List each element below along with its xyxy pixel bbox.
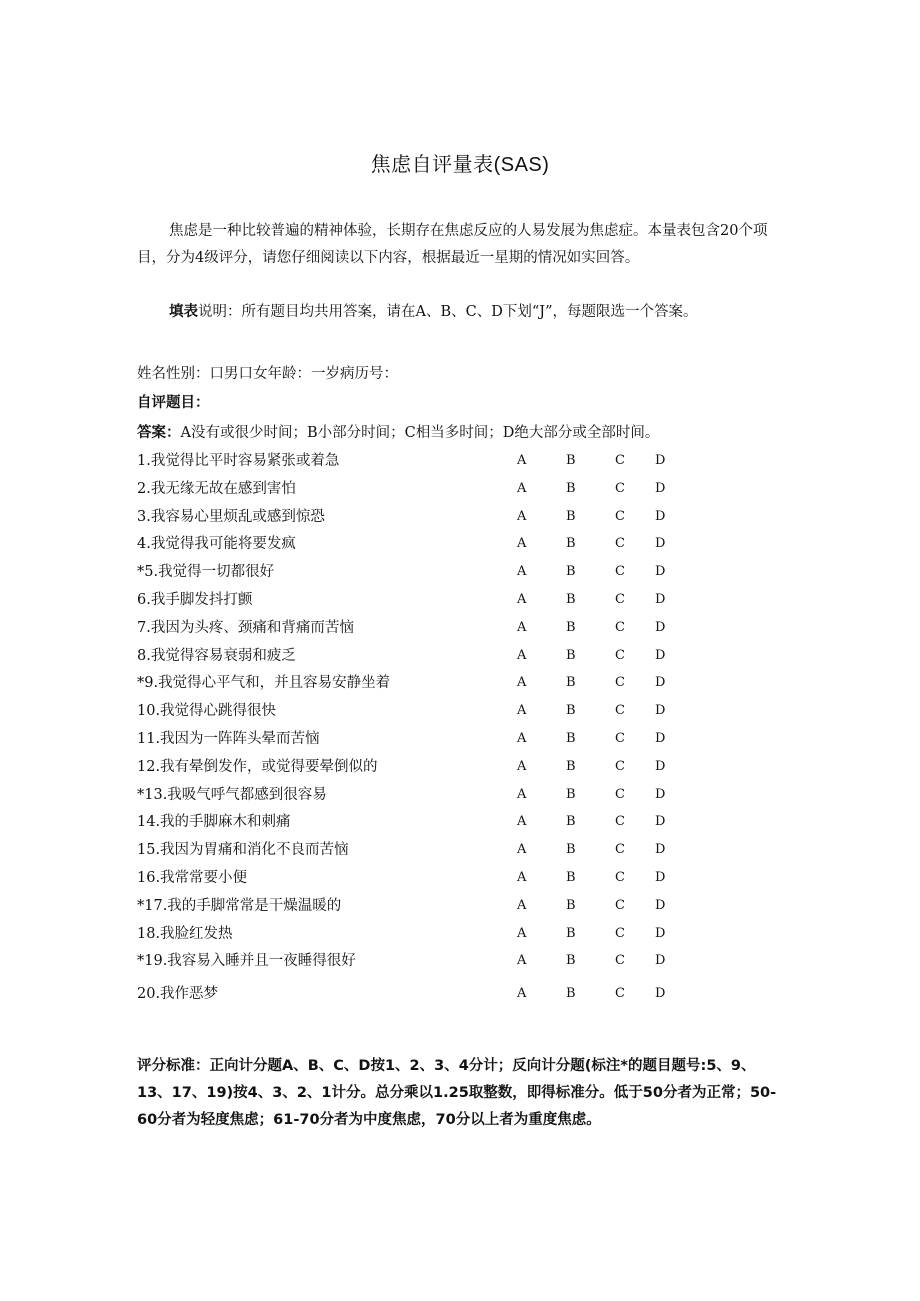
option-b[interactable]: B [566,453,576,468]
option-b[interactable]: B [566,564,576,580]
option-d[interactable]: D [655,758,666,774]
option-c[interactable]: C [615,536,625,552]
question-text: *9.我觉得心平气和，并且容易安静坐着 [137,675,391,692]
instructions-text: 说明：所有题目均共用答案，请在A、B、C、D下划“J”，每题限选一个答案。 [198,304,698,320]
question-text: 1.我觉得比平时容易紧张或着急 [137,453,340,469]
option-a[interactable]: A [517,758,527,774]
option-b[interactable]: B [566,758,576,774]
question-row [137,866,697,894]
question-row [137,588,697,616]
question-row [137,922,697,950]
section-heading: 自评题目： [137,395,210,411]
option-a[interactable]: A [517,869,527,885]
option-a[interactable]: A [517,675,527,691]
option-c[interactable]: C [615,814,625,830]
question-row [137,477,697,505]
question-text: 15.我因为胃痛和消化不良而苦恼 [137,842,349,859]
question-row [137,783,697,811]
option-d[interactable]: D [655,508,666,524]
option-a[interactable]: A [517,925,527,941]
option-d[interactable]: D [655,897,666,913]
question-row [137,982,697,1010]
option-b[interactable]: B [566,508,576,524]
option-d[interactable]: D [655,986,666,1002]
option-c[interactable]: C [615,897,625,913]
question-text: *19.我容易入睡并且一夜睡得很好 [137,953,356,970]
option-a[interactable]: A [517,453,527,468]
title-main: 焦虑自评量表 [370,152,494,176]
page-title [0,148,920,177]
option-b[interactable]: B [566,869,576,885]
option-b[interactable]: B [566,986,576,1002]
title-abbr: (SAS) [493,154,550,176]
question-row [137,755,697,783]
option-b[interactable]: B [566,675,576,691]
option-d[interactable]: D [655,703,666,719]
option-c[interactable]: C [615,986,625,1002]
option-c[interactable]: C [615,869,625,885]
option-d[interactable]: D [655,730,666,746]
option-d[interactable]: D [655,619,666,635]
option-b[interactable]: B [566,647,576,663]
option-c[interactable]: C [615,480,625,496]
option-a[interactable]: A [517,591,527,607]
question-row [137,949,697,977]
question-text: *5.我觉得一切都很好 [137,564,275,581]
option-d[interactable]: D [655,869,666,885]
scoring-criteria: 评分标准：正向计分题A、B、C、D按1、2、3、4分计；反向计分题(标注*的题目题号:5、9、13、17、19)按4、3、2、1计分。总分乘以1.25取整数，即得标准分。低于50分者为正常；50-60分者为轻度焦虑；61-70分者为中度焦虑，70分以上者为重度焦虑。 [137,1058,777,1128]
question-row [137,449,697,477]
question-text: 12.我有晕倒发作，或觉得要晕倒似的 [137,758,378,775]
option-b[interactable]: B [566,953,576,969]
patient-info-line: 姓名性别：口男口女年龄：一岁病历号： [137,366,398,382]
option-d[interactable]: D [655,786,666,802]
option-a[interactable]: A [517,730,527,746]
question-text: 16.我常常要小便 [137,869,248,886]
question-text: 18.我脸红发热 [137,925,233,942]
question-row [137,671,697,699]
question-row [137,560,697,588]
option-d[interactable]: D [655,453,666,468]
option-a[interactable]: A [517,986,527,1002]
option-d[interactable]: D [655,480,666,496]
option-a[interactable]: A [517,786,527,802]
question-text: 3.我容易心里烦乱或感到惊恐 [137,508,325,525]
option-c[interactable]: C [615,564,625,580]
option-b[interactable]: B [566,703,576,719]
option-d[interactable]: D [655,536,666,552]
option-d[interactable]: D [655,591,666,607]
option-a[interactable]: A [517,897,527,913]
intro-paragraph: 焦虑是一种比较普遍的精神体验，长期存在焦虑反应的人易发展为焦虑症。本量表包含20个项目，分为4级评分，请您仔细阅读以下内容，根据最近一星期的情况如实回答。 [137,223,768,266]
option-a[interactable]: A [517,703,527,719]
option-a[interactable]: A [517,842,527,858]
option-a[interactable]: A [517,647,527,663]
option-b[interactable]: B [566,591,576,607]
option-a[interactable]: A [517,536,527,552]
question-text: 10.我觉得心跳得很快 [137,703,277,720]
question-row [137,699,697,727]
option-c[interactable]: C [615,591,625,607]
option-c[interactable]: C [615,675,625,691]
option-b[interactable]: B [566,897,576,913]
question-text: 7.我因为头疼、颈痛和背痛而苦恼 [137,619,354,636]
question-list [137,449,697,1010]
option-a[interactable]: A [517,619,527,635]
option-d[interactable]: D [655,842,666,858]
answer-key [137,421,777,445]
question-row [137,810,697,838]
option-c[interactable]: C [615,953,625,969]
option-b[interactable]: B [566,814,576,830]
option-b[interactable]: B [566,925,576,941]
question-text: *17.我的手脚常常是干燥温暖的 [137,897,342,914]
option-b[interactable]: B [566,730,576,746]
option-b[interactable]: B [566,842,576,858]
option-c[interactable]: C [615,703,625,719]
option-c[interactable]: C [615,842,625,858]
answer-key-text: A没有或很少时间；B小部分时间；C相当多时间；D绝大部分或全部时间。 [180,425,660,441]
question-text: 20.我作恶梦 [137,986,219,1003]
option-c[interactable]: C [615,925,625,941]
option-c[interactable]: C [615,786,625,802]
question-text: 4.我觉得我可能将要发疯 [137,536,296,553]
instructions-label: 填表 [169,304,198,320]
option-c[interactable]: C [615,647,625,663]
option-d[interactable]: D [655,814,666,830]
question-text: *13.我吸气呼气都感到很容易 [137,786,327,803]
option-d[interactable]: D [655,564,666,580]
option-c[interactable]: C [615,508,625,524]
option-b[interactable]: B [566,786,576,802]
option-d[interactable]: D [655,647,666,663]
question-text: 2.我无缘无故在感到害怕 [137,480,296,497]
question-row [137,894,697,922]
answer-key-label: 答案： [137,425,181,441]
option-c[interactable]: C [615,730,625,746]
option-c[interactable]: C [615,453,625,468]
option-d[interactable]: D [655,675,666,691]
question-text: 8.我觉得容易衰弱和疲乏 [137,647,296,664]
question-row [137,532,697,560]
question-row [137,505,697,533]
question-text: 6.我手脚发抖打颤 [137,591,253,608]
option-a[interactable]: A [517,814,527,830]
question-text: 11.我因为一阵阵头晕而苦恼 [137,730,320,747]
question-row [137,644,697,672]
option-a[interactable]: A [517,953,527,969]
option-a[interactable]: A [517,480,527,496]
option-d[interactable]: D [655,925,666,941]
question-row [137,838,697,866]
option-a[interactable]: A [517,564,527,580]
question-text: 14.我的手脚麻木和刺痛 [137,814,291,831]
instructions [169,300,809,324]
option-d[interactable]: D [655,953,666,969]
option-c[interactable]: C [615,619,625,635]
option-c[interactable]: C [615,758,625,774]
option-a[interactable]: A [517,508,527,524]
option-b[interactable]: B [566,619,576,635]
option-b[interactable]: B [566,536,576,552]
question-row [137,616,697,644]
option-b[interactable]: B [566,480,576,496]
question-row [137,727,697,755]
